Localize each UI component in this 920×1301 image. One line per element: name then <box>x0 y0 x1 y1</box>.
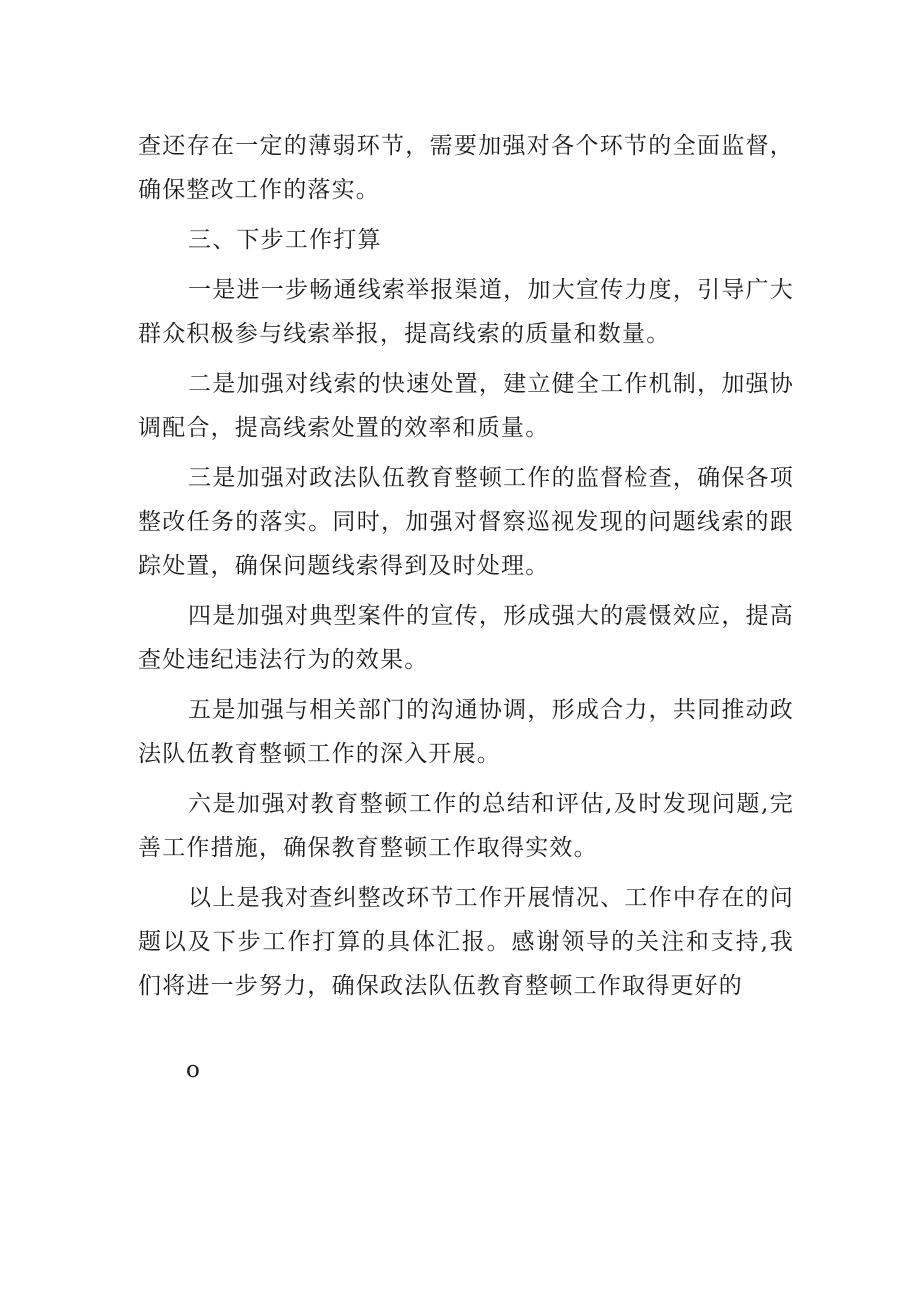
paragraph-item-5: 五是加强与相关部门的沟通协调，形成合力，共同推动政法队伍教育整顿工作的深入开展。 <box>138 697 794 767</box>
paragraph-item-2: 二是加强对线索的快速处置，建立健全工作机制，加强协调配合，提高线索处置的效率和质量。 <box>138 371 794 441</box>
paragraph-item-4: 四是加强对典型案件的宣传，形成强大的震慑效应，提高查处违纪违法行为的效果。 <box>138 603 794 673</box>
paragraph-continuation: 查还存在一定的薄弱环节，需要加强对各个环节的全面监督，确保整改工作的落实。 <box>138 133 794 203</box>
paragraph-item-3: 三是加强对政法队伍教育整顿工作的监督检查，确保各项整改任务的落实。同时，加强对督察巡视发现的问题线索的跟踪处置，确保问题线索得到及时处理。 <box>138 465 794 579</box>
document-body <box>138 124 794 1008</box>
paragraph-conclusion: 以上是我对查纠整改环节工作开展情况、工作中存在的问题以及下步工作打算的具体汇报。感谢领导的关注和支持,我们将进一步努力，确保政法队伍教育整顿工作取得更好的 <box>138 885 794 999</box>
paragraph-item-6: 六是加强对教育整顿工作的总结和评估,及时发现问题,完善工作措施，确保教育整顿工作取得实效。 <box>138 791 794 861</box>
paragraph-item-1: 一是进一步畅通线索举报渠道，加大宣传力度，引导广大群众积极参与线索举报，提高线索的质量和数量。 <box>138 277 794 347</box>
section-heading: 三、下步工作打算 <box>188 227 382 253</box>
trailing-mark: o <box>186 1057 200 1083</box>
